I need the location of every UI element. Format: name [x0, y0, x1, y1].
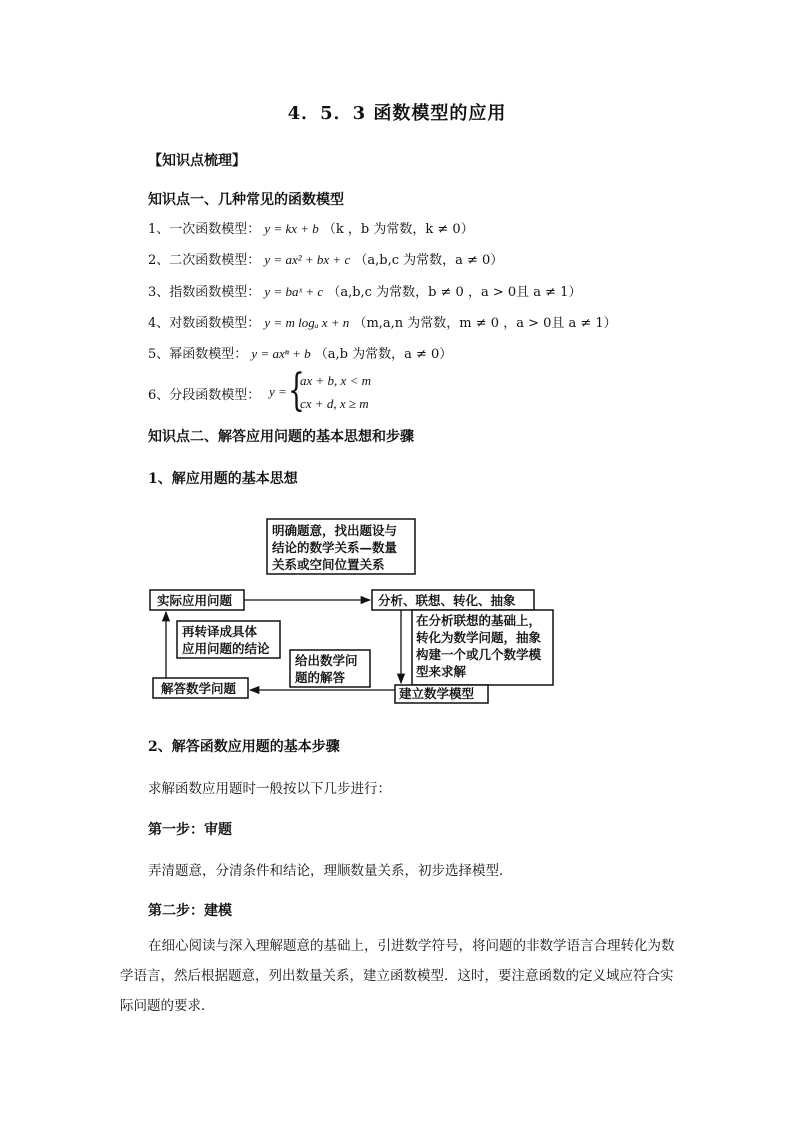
step2-text: 在细心阅读与深入理解题意的基础上，引进数学符号，将问题的非数学语言合理转化为数学语言，然后根据题意，列出数量关系，建立函数模型．这时，要注意函数的定义域应符合实际问题的要求．	[120, 938, 675, 1014]
step1-title: 第一步：审题	[148, 822, 232, 838]
model-condition: （m,a,n 为常数，m ≠ 0 ，a > 0且 a ≠ 1）	[353, 316, 617, 331]
box-answer-line-1: 给出数学问	[295, 653, 358, 668]
box-clarify-line-1: 明确题意，找出题设与	[272, 523, 398, 538]
model-label: 2、二次函数模型：	[148, 253, 261, 268]
kp2-heading: 知识点二、解答应用问题的基本思想和步骤	[148, 429, 414, 445]
piecewise-case-2: cx + d, x ≥ m	[300, 396, 369, 411]
section-header: 【知识点梳理】	[148, 153, 246, 169]
model-formula: y = baˣ + c	[264, 284, 324, 299]
box-analysis-label: 分析、联想、转化、抽象	[378, 593, 516, 608]
model-formula: y = ax² + bx + c	[264, 252, 351, 267]
model-label: 5、幂函数模型：	[148, 347, 248, 362]
model-condition: （a,b,c 为常数，b ≠ 0 ，a > 0且 a ≠ 1）	[327, 285, 582, 300]
box-clarify-line-2: 结论的数学关系—数量	[272, 540, 398, 555]
model-formula: y = axⁿ + b	[251, 346, 311, 361]
page-title: 4．5．3 函数模型的应用	[287, 103, 507, 124]
step1-text: 弄清题意，分清条件和结论，理顺数量关系，初步选择模型．	[148, 863, 513, 879]
model-6-label: 6、分段函数模型：	[148, 388, 261, 403]
model-formula: y = kx + b	[264, 221, 319, 236]
box-answer-line-2: 题的解答	[295, 670, 346, 685]
kp2-sub1: 1、解应用题的基本思想	[148, 471, 298, 487]
model-condition: （a,b 为常数，a ≠ 0）	[314, 347, 453, 362]
box-model-label: 建立数学模型	[399, 686, 475, 701]
piecewise-lhs: y =	[269, 384, 287, 399]
model-formula: y = m logₐ x + n	[264, 315, 350, 330]
box-conclusion-line-2: 应用问题的结论	[182, 641, 270, 656]
model-condition: （a,b,c 为常数，a ≠ 0）	[354, 253, 504, 268]
box-real-label: 实际应用问题	[157, 593, 233, 608]
model-label: 3、指数函数模型：	[148, 285, 261, 300]
piecewise-case-1: ax + b, x < m	[300, 373, 371, 388]
kp2-sub2: 2、解答函数应用题的基本步骤	[148, 739, 340, 755]
box-conclusion-line-1: 再转译成具体	[182, 624, 258, 639]
model-label: 4、对数函数模型：	[148, 316, 261, 331]
model-label: 1、一次函数模型：	[148, 222, 261, 237]
box-transform-line-1: 在分析联想的基础上，	[416, 613, 542, 628]
steps-intro: 求解函数应用题时一般按以下几步进行：	[148, 781, 391, 797]
model-condition: （k ，b 为常数，k ≠ 0）	[322, 222, 474, 237]
box-solve-label: 解答数学问题	[161, 681, 237, 696]
step2-title: 第二步：建模	[148, 903, 232, 919]
box-transform-line-2: 转化为数学问题，抽象	[416, 630, 542, 645]
box-transform-line-4: 型来求解	[416, 664, 467, 679]
brace-symbol: {	[288, 365, 305, 416]
box-clarify-line-3: 关系或空间位置关系	[272, 557, 385, 572]
box-transform-line-3: 构建一个或几个数学模	[416, 647, 542, 662]
kp1-heading: 知识点一、几种常见的函数模型	[148, 192, 344, 208]
